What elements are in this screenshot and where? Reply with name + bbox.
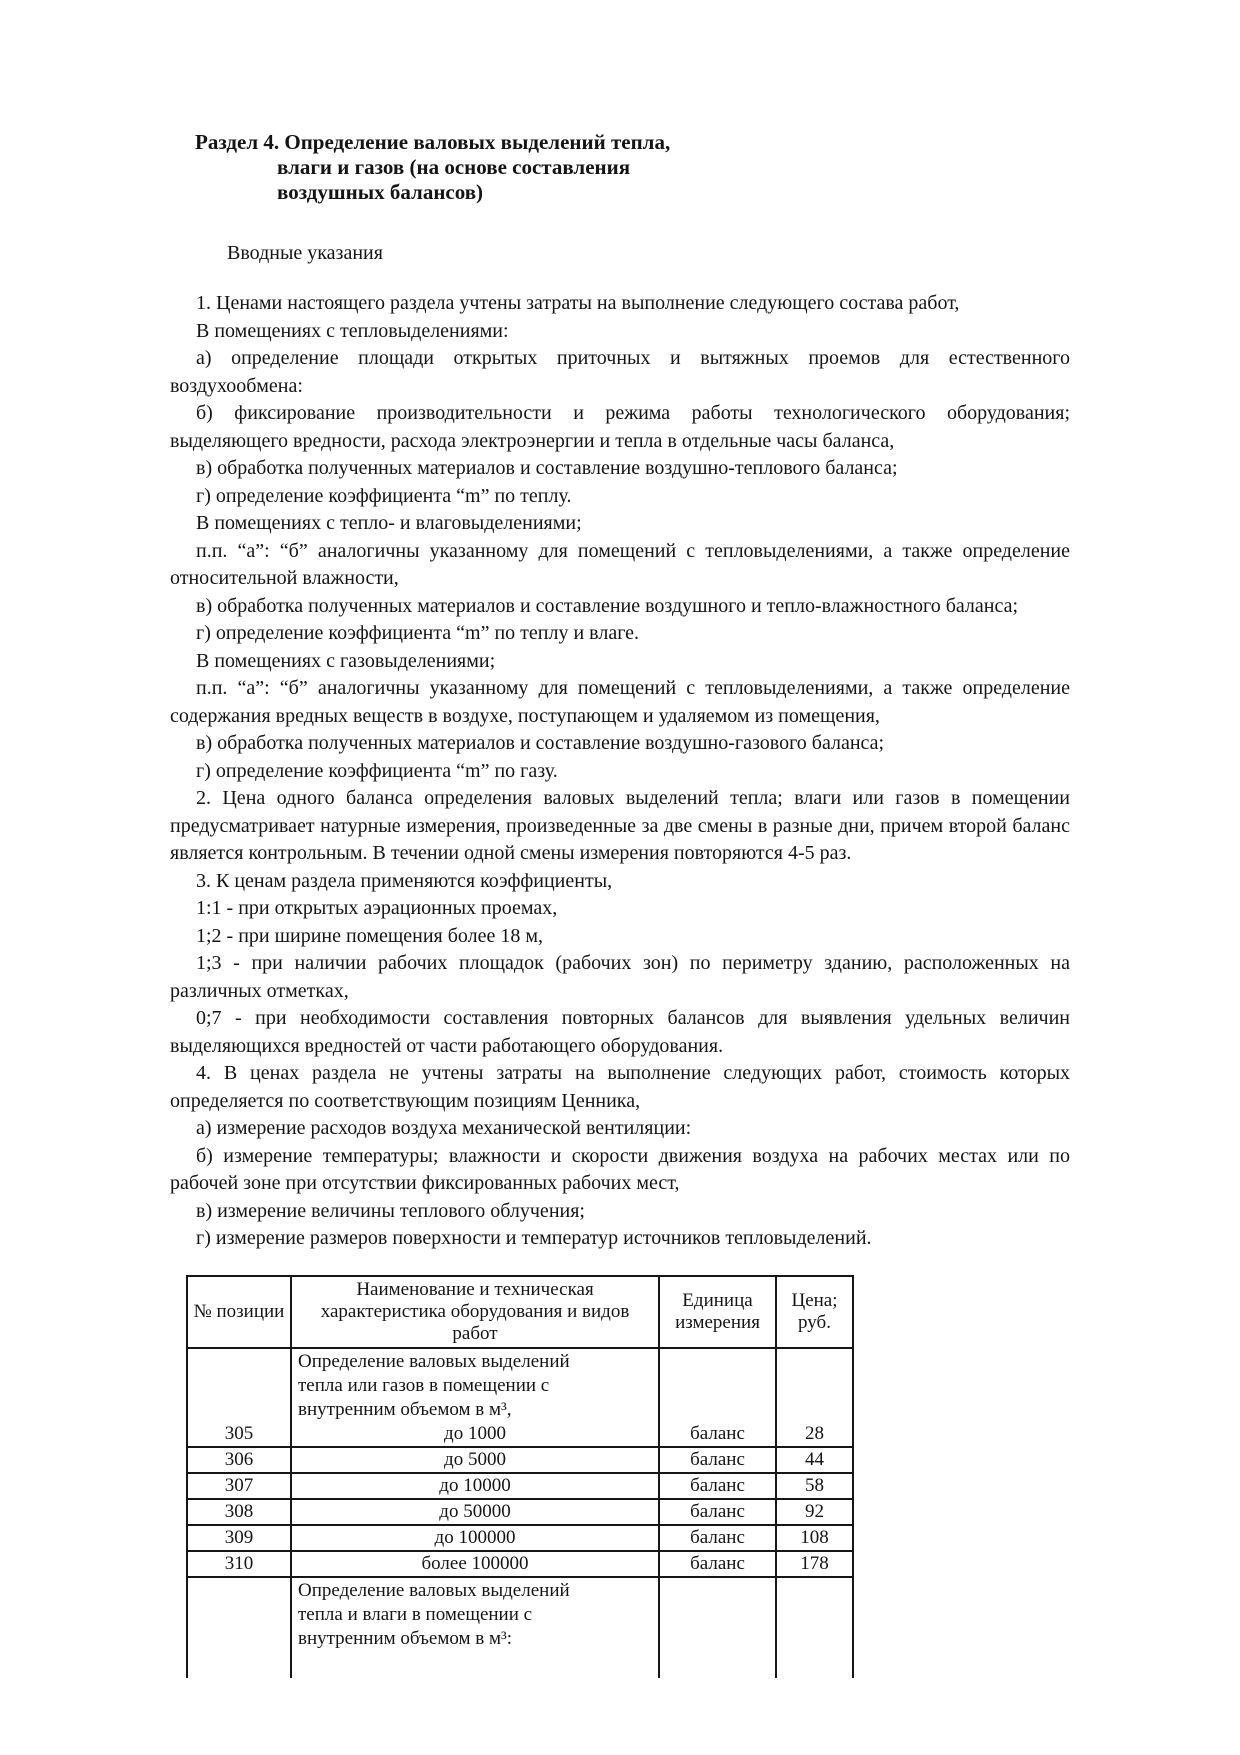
intro-heading: Вводные указания: [227, 242, 383, 264]
price-table: [186, 1275, 854, 1678]
header-position: № позиции: [187, 1276, 291, 1348]
group-description: Определение валовых выделений тепла и влаги в помещении с внутренним объемом в м³:: [298, 1579, 570, 1649]
cell-price: 108: [776, 1525, 853, 1551]
paragraph: п.п. “а”: “б” аналогичны указанному для помещений с тепловыделениями, а также определение относительной влажности,: [170, 539, 1070, 589]
page-content: [170, 130, 1070, 1678]
paragraph: 3. К ценам раздела применяются коэффициенты,: [196, 869, 613, 892]
cell-work: до 100000: [291, 1525, 659, 1551]
cell-position: 305: [187, 1348, 291, 1447]
cell-position: 310: [187, 1551, 291, 1577]
cell-position: 307: [187, 1473, 291, 1499]
table-row: [187, 1348, 853, 1447]
paragraph: 0;7 - при необходимости составления повторных балансов для выявления удельных величин выделяющихся вредностей от части работающего оборудования.: [170, 1007, 1070, 1057]
cell-position: 306: [187, 1447, 291, 1473]
paragraph: в) обработка полученных материалов и составление воздушно-газового баланса;: [196, 732, 885, 754]
work-size: до 1000: [444, 1422, 506, 1444]
paragraph: г) измерение размеров поверхности и температур источников тепловыделений.: [196, 1227, 872, 1249]
section-title-line2: влаги и газов (на основе составления: [277, 155, 631, 179]
paragraph: б) измерение температуры; влажности и скорости движения воздуха на рабочих местах или по рабочей зоне при отсутствии фиксированных рабочих мест,: [170, 1144, 1070, 1194]
paragraph: г) определение коэффициента “m” по газу.: [196, 759, 558, 782]
cell-unit: баланс: [659, 1551, 776, 1577]
price-table-body: [187, 1348, 853, 1678]
paragraph: п.п. “а”: “б” аналогичны указанному для помещений с тепловыделениями, а также определение содержания вредных веществ в воздухе, поступающем и удаляемом из помещения,: [170, 677, 1070, 727]
cell-work: до 5000: [291, 1447, 659, 1473]
paragraph: В помещениях с тепловыделениями:: [196, 319, 509, 342]
paragraph: а) измерение расходов воздуха механической вентиляции:: [196, 1117, 692, 1139]
paragraph: 4. В ценах раздела не учтены затраты на выполнение следующих работ, стоимость которых определяется по соответствующим позициям Ценника,: [170, 1062, 1070, 1112]
header-row: [187, 1276, 853, 1348]
paragraph: в) измерение величины теплового облучения;: [196, 1199, 585, 1222]
cell-price: 58: [776, 1473, 853, 1499]
cell-work: более 100000: [291, 1551, 659, 1577]
paragraph: 1;2 - при ширине помещения более 18 м,: [196, 924, 544, 947]
cell-work: до 10000: [291, 1473, 659, 1499]
cell-unit: баланс: [659, 1348, 776, 1447]
header-work-name: Наименование и техническая характеристика оборудования и видов работ: [291, 1276, 659, 1348]
cell-unit: баланс: [659, 1473, 776, 1499]
table-row-partial: [187, 1577, 853, 1678]
header-unit: Единица измерения: [659, 1276, 776, 1348]
cell-unit: [659, 1577, 776, 1678]
paragraph: б) фиксирование производительности и режима работы технологического оборудования; выделяющего вредности, расхода электроэнергии и тепла в отдельные часы баланса,: [170, 402, 1070, 452]
table-row: [187, 1473, 853, 1499]
cell-position: 309: [187, 1525, 291, 1551]
table-row: [187, 1499, 853, 1525]
paragraph: 1. Ценами настоящего раздела учтены затраты на выполнение следующего состава работ,: [196, 292, 960, 314]
group-description: Определение валовых выделений тепла или газов в помещении с внутренним объемом в м³,: [298, 1350, 570, 1420]
paragraph: 1;3 - при наличии рабочих площадок (рабочих зон) по периметру зданию, расположенных на различных отметках,: [170, 952, 1070, 1002]
paragraphs: [170, 290, 1070, 1253]
paragraph: г) определение коэффициента “m” по теплу и влаге.: [196, 622, 640, 644]
section-title-line3: воздушных балансов): [277, 180, 484, 204]
price-table-header: [187, 1276, 853, 1348]
cell-position: 308: [187, 1499, 291, 1525]
cell-work: [291, 1348, 659, 1447]
header-price: Цена; руб.: [776, 1276, 853, 1348]
paragraph: г) определение коэффициента “m” по теплу.: [196, 484, 572, 507]
cell-work: до 50000: [291, 1499, 659, 1525]
cell-price: 92: [776, 1499, 853, 1525]
table-row: [187, 1447, 853, 1473]
table-row: [187, 1525, 853, 1551]
paragraph: а) определение площади открытых приточных и вытяжных проемов для естественного воздухообмена:: [170, 347, 1070, 397]
paragraph: в) обработка полученных материалов и составление воздушного и тепло-влажностного баланса;: [196, 594, 1019, 617]
paragraph: В помещениях с тепло- и влаговыделениями;: [196, 512, 582, 534]
cell-price: 44: [776, 1447, 853, 1473]
paragraph: 2. Цена одного баланса определения валовых выделений тепла; влаги или газов в помещении предусматривает натурные измерения, произведенные за две смены в разные дни, причем второй баланс является контрольным. В течении одной смены измерения повторяются 4-5 раз.: [170, 787, 1070, 864]
cell-price: 178: [776, 1551, 853, 1577]
paragraph: 1:1 - при открытых аэрационных проемах,: [196, 897, 558, 919]
cell-unit: баланс: [659, 1525, 776, 1551]
table-row: [187, 1551, 853, 1577]
cell-unit: баланс: [659, 1499, 776, 1525]
cell-unit: баланс: [659, 1447, 776, 1473]
cell-price: 28: [776, 1348, 853, 1447]
section-title-line1: Раздел 4. Определение валовых выделений тепла,: [195, 130, 671, 154]
paragraph: В помещениях с газовыделениями;: [196, 649, 496, 672]
cell-position: [187, 1577, 291, 1678]
cell-work: [291, 1577, 659, 1678]
cell-price: [776, 1577, 853, 1678]
paragraph: в) обработка полученных материалов и составление воздушно-теплового баланса;: [196, 457, 898, 479]
section-title: [195, 130, 1070, 205]
